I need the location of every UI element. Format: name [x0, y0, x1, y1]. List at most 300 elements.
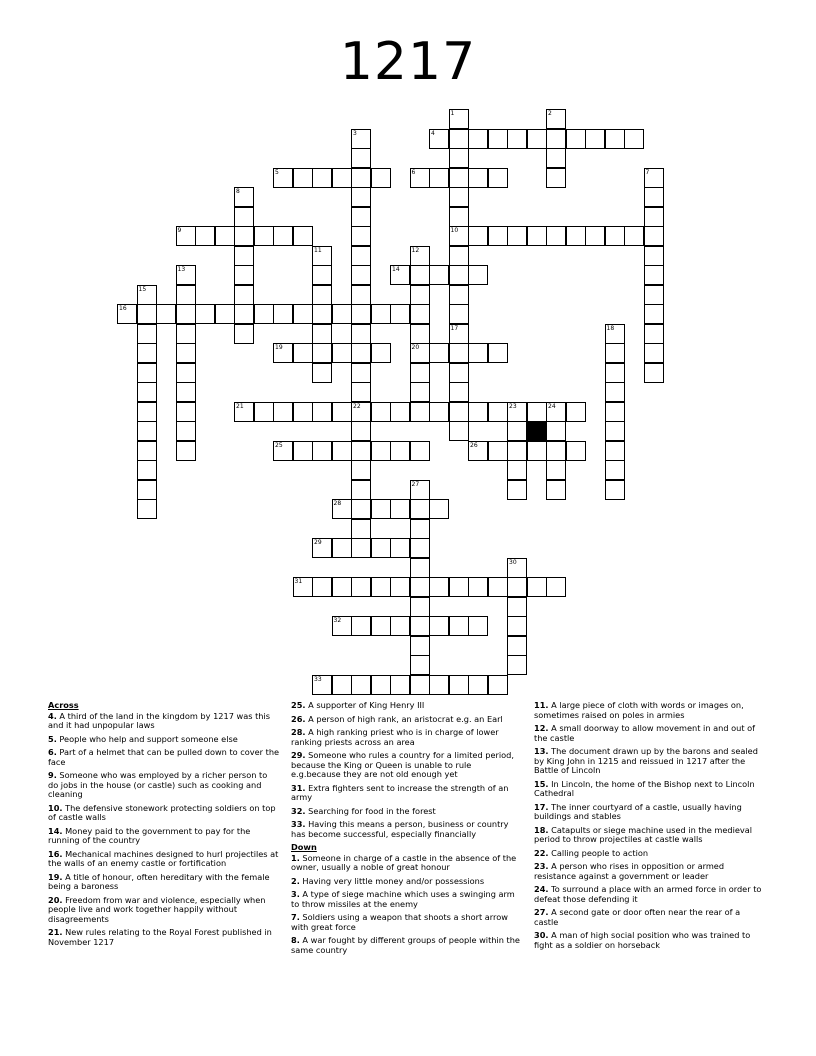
clue-number: 25.: [291, 700, 306, 710]
grid-cell[interactable]: [332, 441, 352, 461]
grid-cell[interactable]: [312, 285, 332, 305]
cell-number: 12: [411, 246, 420, 254]
grid-cell[interactable]: [468, 343, 488, 363]
down-clue: [534, 885, 766, 904]
down-clue: [534, 701, 766, 720]
clue-text: Someone who rules a country for a limited period, because the King or Queen is unable to rule e.g.because they are not old enough yet: [291, 750, 514, 779]
cell-number: 6: [411, 168, 416, 176]
grid-cell[interactable]: [449, 382, 469, 402]
grid-cell[interactable]: [137, 304, 157, 324]
across-clue: [48, 771, 280, 800]
grid-cell[interactable]: [371, 304, 391, 324]
clue-text: Money paid to the government to pay for the running of the country: [48, 825, 251, 845]
grid-cell[interactable]: [546, 577, 566, 597]
clue-number: 23.: [534, 861, 549, 871]
grid-cell[interactable]: [644, 304, 664, 324]
grid-cell[interactable]: [605, 460, 625, 480]
grid-cell[interactable]: [546, 460, 566, 480]
grid-cell[interactable]: [137, 421, 157, 441]
across-clue: [291, 728, 523, 747]
grid-cell[interactable]: [410, 363, 430, 383]
grid-cell[interactable]: [215, 226, 235, 246]
clue-number: 14.: [48, 825, 63, 836]
grid-cell[interactable]: [351, 538, 371, 558]
across-clue: [48, 827, 280, 846]
clue-number: 10.: [48, 802, 63, 813]
grid-cell[interactable]: [410, 324, 430, 344]
grid-cell[interactable]: [449, 187, 469, 207]
grid-cell[interactable]: [390, 577, 410, 597]
grid-cell[interactable]: [507, 655, 527, 675]
clue-text: A title of honour, often hereditary with the female being a baroness: [48, 871, 270, 891]
grid-cell[interactable]: [644, 226, 664, 246]
grid-cell[interactable]: [507, 577, 527, 597]
grid-cell[interactable]: [449, 148, 469, 168]
grid-cell[interactable]: [215, 304, 235, 324]
grid-cell[interactable]: [176, 285, 196, 305]
clue-number: 19.: [48, 871, 63, 882]
grid-cell[interactable]: [605, 480, 625, 500]
grid-cell[interactable]: [449, 129, 469, 149]
grid-cell[interactable]: [351, 265, 371, 285]
grid-cell[interactable]: [429, 577, 449, 597]
grid-cell[interactable]: [137, 402, 157, 422]
down-clue: [534, 724, 766, 743]
cell-number: 10: [450, 227, 459, 234]
clue-number: 30.: [534, 930, 549, 940]
grid-cell[interactable]: [371, 168, 391, 188]
grid-cell[interactable]: [546, 148, 566, 168]
grid-cell[interactable]: [371, 402, 391, 422]
grid-cell[interactable]: [351, 285, 371, 305]
down-clue: [534, 747, 766, 776]
grid-cell[interactable]: [312, 168, 332, 188]
clue-number: 7.: [291, 912, 300, 922]
grid-cell[interactable]: [449, 577, 469, 597]
clue-text: A high ranking priest who is in charge of lower ranking priests across an area: [291, 727, 499, 747]
clue-text: A person of high rank, an aristocrat e.g. an Earl: [305, 713, 503, 724]
grid-cell[interactable]: [605, 226, 625, 246]
grid-cell[interactable]: [273, 226, 293, 246]
clue-text: Extra fighters sent to increase the strength of an army: [291, 782, 509, 802]
clue-number: 13.: [534, 746, 549, 756]
grid-cell[interactable]: [488, 226, 508, 246]
grid-cell[interactable]: [234, 265, 254, 285]
cell-number: 24: [548, 402, 556, 410]
grid-cell[interactable]: [644, 207, 664, 227]
grid-cell[interactable]: [644, 343, 664, 363]
grid-cell[interactable]: [527, 129, 547, 149]
clue-text: In Lincoln, the home of the Bishop next to Lincoln Cathedral: [534, 778, 755, 798]
grid-cell[interactable]: [644, 187, 664, 207]
grid-cell[interactable]: [371, 675, 391, 695]
grid-cell[interactable]: [371, 499, 391, 519]
grid-cell[interactable]: [351, 304, 371, 324]
grid-cell[interactable]: [332, 577, 352, 597]
down-clue: [534, 908, 766, 927]
clue-text: Having very little money and/or possessions: [299, 875, 485, 886]
grid-cell[interactable]: [449, 265, 469, 285]
clue-number: 2.: [291, 875, 300, 886]
grid-cell[interactable]: [351, 577, 371, 597]
grid-cell[interactable]: [176, 402, 196, 422]
grid-cell[interactable]: [449, 285, 469, 305]
grid-cell[interactable]: [312, 363, 332, 383]
clue-text: Soldiers using a weapon that shoots a short arrow with great force: [291, 912, 508, 932]
grid-cell[interactable]: [410, 655, 430, 675]
grid-cell[interactable]: [566, 129, 586, 149]
grid-cell[interactable]: [176, 441, 196, 461]
across-heading: Across: [48, 700, 79, 710]
grid-cell[interactable]: [429, 499, 449, 519]
grid-cell[interactable]: [195, 226, 215, 246]
down-clue: [534, 931, 766, 950]
grid-cell[interactable]: [137, 343, 157, 363]
grid-cell[interactable]: [449, 343, 469, 363]
grid-cell[interactable]: [371, 577, 391, 597]
clue-number: 31.: [291, 782, 306, 793]
clue-number: 21.: [48, 927, 63, 937]
grid-cell[interactable]: [488, 441, 508, 461]
grid-cell[interactable]: [351, 343, 371, 363]
grid-cell[interactable]: [644, 324, 664, 344]
grid-cell[interactable]: [410, 441, 430, 461]
grid-cell[interactable]: [351, 363, 371, 383]
cell-number: 15: [138, 285, 147, 293]
clue-text: People who help and support someone else: [56, 733, 238, 744]
grid-cell[interactable]: [507, 460, 527, 480]
grid-cell[interactable]: [507, 226, 527, 246]
grid-cell[interactable]: [507, 421, 527, 441]
grid-cell[interactable]: [332, 675, 352, 695]
across-clue: [48, 896, 280, 925]
grid-cell[interactable]: [410, 402, 430, 422]
across-clue: [291, 820, 523, 839]
grid-cell[interactable]: [410, 519, 430, 539]
clue-number: 17.: [534, 801, 549, 812]
grid-cell[interactable]: [410, 304, 430, 324]
cell-number: 18: [606, 324, 615, 332]
grid-cell[interactable]: [410, 616, 430, 636]
grid-cell[interactable]: [351, 246, 371, 266]
grid-cell[interactable]: [566, 402, 586, 422]
grid-cell[interactable]: [429, 265, 449, 285]
grid-cell[interactable]: [488, 343, 508, 363]
grid-cell[interactable]: [410, 675, 430, 695]
grid-cell[interactable]: [488, 168, 508, 188]
cell-number: 27: [411, 480, 420, 488]
down-clue: [534, 862, 766, 881]
grid-cell[interactable]: [585, 129, 605, 149]
grid-cell[interactable]: [234, 285, 254, 305]
grid-cell[interactable]: [449, 421, 469, 441]
grid-cell[interactable]: [332, 402, 352, 422]
cell-number: 14: [392, 266, 400, 273]
cell-number: 17: [450, 324, 459, 332]
grid-cell[interactable]: [137, 441, 157, 461]
grid-cell[interactable]: [488, 675, 508, 695]
cell-number: 23: [509, 402, 517, 410]
down-clue: [291, 936, 523, 955]
grid-cell[interactable]: [546, 226, 566, 246]
grid-cell[interactable]: [137, 363, 157, 383]
grid-cell[interactable]: [351, 187, 371, 207]
grid-cell[interactable]: [332, 168, 352, 188]
grid-cell[interactable]: [527, 226, 547, 246]
grid-cell[interactable]: [488, 577, 508, 597]
grid-cell[interactable]: [351, 168, 371, 188]
grid-cell[interactable]: [410, 285, 430, 305]
grid-cell[interactable]: [468, 265, 488, 285]
grid-cell[interactable]: [468, 402, 488, 422]
grid-cell[interactable]: [527, 402, 547, 422]
grid-cell[interactable]: [410, 382, 430, 402]
grid-cell[interactable]: [273, 304, 293, 324]
grid-cell[interactable]: [468, 577, 488, 597]
grid-cell[interactable]: [488, 402, 508, 422]
grid-cell[interactable]: [293, 402, 313, 422]
grid-cell[interactable]: [351, 480, 371, 500]
across-clue: [291, 751, 523, 780]
grid-cell[interactable]: [332, 343, 352, 363]
grid-cell[interactable]: [351, 421, 371, 441]
grid-cell[interactable]: [234, 207, 254, 227]
grid-cell[interactable]: [605, 441, 625, 461]
grid-cell[interactable]: [351, 207, 371, 227]
grid-cell[interactable]: [644, 363, 664, 383]
grid-cell[interactable]: [410, 538, 430, 558]
across-clue: [291, 807, 523, 817]
grid-cell[interactable]: [488, 129, 508, 149]
grid-cell[interactable]: [293, 168, 313, 188]
grid-cell[interactable]: [449, 616, 469, 636]
grid-cell[interactable]: [137, 324, 157, 344]
grid-cell[interactable]: [176, 343, 196, 363]
grid-cell[interactable]: [546, 168, 566, 188]
grid-cell[interactable]: [254, 304, 274, 324]
grid-cell[interactable]: [312, 402, 332, 422]
grid-cell[interactable]: [546, 129, 566, 149]
grid-cell[interactable]: [429, 402, 449, 422]
clue-number: 6.: [48, 747, 57, 757]
cell-number: 3: [353, 129, 357, 137]
grid-cell[interactable]: [429, 168, 449, 188]
grid-cell[interactable]: [468, 129, 488, 149]
down-clue: [291, 890, 523, 909]
clue-number: 26.: [291, 713, 306, 724]
grid-cell[interactable]: [390, 499, 410, 519]
grid-cell[interactable]: [624, 129, 644, 149]
grid-cell[interactable]: [429, 616, 449, 636]
across-clues-part-1: [48, 712, 280, 948]
grid-cell[interactable]: [585, 226, 605, 246]
grid-cell[interactable]: [351, 226, 371, 246]
grid-cell[interactable]: [351, 519, 371, 539]
grid-cell[interactable]: [410, 558, 430, 578]
grid-cell[interactable]: [293, 304, 313, 324]
grid-cell[interactable]: [507, 480, 527, 500]
grid-cell[interactable]: [546, 421, 566, 441]
grid-cell[interactable]: [351, 441, 371, 461]
grid-cell[interactable]: [390, 402, 410, 422]
grid-cell[interactable]: [312, 441, 332, 461]
grid-cell[interactable]: [176, 382, 196, 402]
clue-text: A large piece of cloth with words or images on, sometimes raised on poles in armies: [534, 700, 744, 720]
clue-text: The document drawn up by the barons and sealed by King John in 1215 and reissued in 1217 after the Battle of Lincoln: [534, 746, 758, 775]
grid-cell[interactable]: [332, 304, 352, 324]
grid-cell[interactable]: [273, 402, 293, 422]
clue-text: The inner courtyard of a castle, usually having buildings and stables: [534, 801, 742, 821]
down-clue: [534, 803, 766, 822]
grid-cell[interactable]: [254, 402, 274, 422]
grid-cell[interactable]: [351, 324, 371, 344]
grid-cell[interactable]: [371, 441, 391, 461]
grid-cell[interactable]: [312, 577, 332, 597]
grid-cell[interactable]: [566, 226, 586, 246]
grid-cell[interactable]: [312, 343, 332, 363]
grid-cell[interactable]: [234, 304, 254, 324]
clue-text: Freedom from war and violence, especially when people live and work together happily without disagreements: [48, 894, 266, 924]
clue-number: 12.: [534, 723, 549, 733]
grid-cell[interactable]: [449, 246, 469, 266]
grid-cell[interactable]: [293, 343, 313, 363]
grid-cell[interactable]: [449, 304, 469, 324]
grid-cell[interactable]: [449, 675, 469, 695]
cell-number: 33: [314, 675, 322, 683]
grid-cell[interactable]: [390, 304, 410, 324]
grid-cell[interactable]: [546, 441, 566, 461]
cell-number: 8: [236, 188, 240, 195]
grid-cell[interactable]: [137, 382, 157, 402]
clue-number: 3.: [291, 889, 300, 899]
grid-cell[interactable]: [351, 460, 371, 480]
grid-cell[interactable]: [293, 441, 313, 461]
grid-cell[interactable]: [254, 226, 274, 246]
grid-cell[interactable]: [390, 441, 410, 461]
down-clue: [534, 849, 766, 859]
clue-text: A war fought by different groups of people within the same country: [291, 935, 520, 955]
grid-cell[interactable]: [156, 304, 176, 324]
grid-cell[interactable]: [507, 616, 527, 636]
cell-number: 2: [548, 110, 552, 117]
grid-cell[interactable]: [410, 577, 430, 597]
grid-cell[interactable]: [644, 265, 664, 285]
clue-number: 29.: [291, 750, 306, 760]
cell-number: 25: [275, 441, 283, 449]
clue-text: Someone in charge of a castle in the absence of the owner, usually a noble of great honour: [291, 852, 517, 872]
cell-number: 19: [275, 344, 283, 351]
grid-cell[interactable]: [371, 343, 391, 363]
grid-cell[interactable]: [507, 441, 527, 461]
grid-cell[interactable]: [527, 441, 547, 461]
clue-text: A small doorway to allow movement in and out of the castle: [534, 723, 756, 743]
grid-cell[interactable]: [410, 265, 430, 285]
grid-cell[interactable]: [507, 129, 527, 149]
grid-cell[interactable]: [293, 226, 313, 246]
cell-number: 29: [314, 539, 322, 546]
grid-cell[interactable]: [390, 616, 410, 636]
grid-cell[interactable]: [332, 538, 352, 558]
grid-cell[interactable]: [312, 324, 332, 344]
clues-column-2: [291, 701, 523, 959]
grid-cell[interactable]: [507, 597, 527, 617]
grid-cell[interactable]: [371, 616, 391, 636]
grid-cell[interactable]: [644, 285, 664, 305]
clue-text: New rules relating to the Royal Forest published in November 1217: [48, 927, 272, 947]
grid-cell[interactable]: [527, 577, 547, 597]
grid-cell[interactable]: [410, 636, 430, 656]
grid-cell[interactable]: [176, 421, 196, 441]
clue-text: A third of the land in the kingdom by 1217 was this and it had unpopular laws: [48, 710, 271, 730]
grid-cell[interactable]: [176, 363, 196, 383]
clues-column-3: [534, 701, 766, 954]
grid-cell[interactable]: [605, 343, 625, 363]
grid-cell[interactable]: [390, 538, 410, 558]
grid-cell[interactable]: [644, 246, 664, 266]
down-clue: [291, 913, 523, 932]
grid-cell[interactable]: [351, 616, 371, 636]
grid-cell[interactable]: [195, 304, 215, 324]
grid-cell[interactable]: [176, 324, 196, 344]
grid-cell[interactable]: [546, 480, 566, 500]
grid-cell[interactable]: [449, 207, 469, 227]
grid-cell[interactable]: [449, 363, 469, 383]
grid-cell[interactable]: [468, 226, 488, 246]
grid-cell[interactable]: [507, 636, 527, 656]
grid-cell[interactable]: [234, 246, 254, 266]
grid-cell[interactable]: [410, 597, 430, 617]
across-clue: [48, 748, 280, 767]
grid-cell[interactable]: [137, 480, 157, 500]
grid-cell[interactable]: [351, 382, 371, 402]
grid-cell[interactable]: [351, 499, 371, 519]
grid-cell[interactable]: [624, 226, 644, 246]
grid-cell[interactable]: [390, 675, 410, 695]
cell-number: 11: [314, 246, 322, 254]
grid-cell[interactable]: [137, 460, 157, 480]
across-clue: [48, 804, 280, 823]
grid-cell[interactable]: [605, 382, 625, 402]
grid-cell[interactable]: [605, 363, 625, 383]
clue-number: 24.: [534, 884, 549, 894]
grid-cell[interactable]: [605, 129, 625, 149]
grid-cell[interactable]: [351, 148, 371, 168]
grid-cell[interactable]: [468, 168, 488, 188]
cell-number: 31: [294, 578, 303, 585]
grid-cell[interactable]: [312, 265, 332, 285]
grid-cell[interactable]: [566, 441, 586, 461]
grid-cell[interactable]: [371, 538, 391, 558]
grid-cell[interactable]: [605, 421, 625, 441]
grid-cell[interactable]: [429, 343, 449, 363]
grid-cell[interactable]: [312, 304, 332, 324]
grid-cell[interactable]: [605, 402, 625, 422]
grid-cell[interactable]: [410, 499, 430, 519]
grid-cell[interactable]: [351, 675, 371, 695]
clues-column-1: [48, 701, 280, 951]
grid-cell[interactable]: [468, 675, 488, 695]
grid-cell[interactable]: [176, 304, 196, 324]
grid-cell[interactable]: [449, 168, 469, 188]
cell-number: 22: [353, 402, 361, 410]
grid-cell[interactable]: [234, 226, 254, 246]
grid-cell[interactable]: [234, 324, 254, 344]
grid-cell[interactable]: [468, 616, 488, 636]
grid-cell[interactable]: [137, 499, 157, 519]
grid-cell[interactable]: [429, 675, 449, 695]
grid-cell[interactable]: [449, 402, 469, 422]
clue-number: 8.: [291, 935, 300, 945]
